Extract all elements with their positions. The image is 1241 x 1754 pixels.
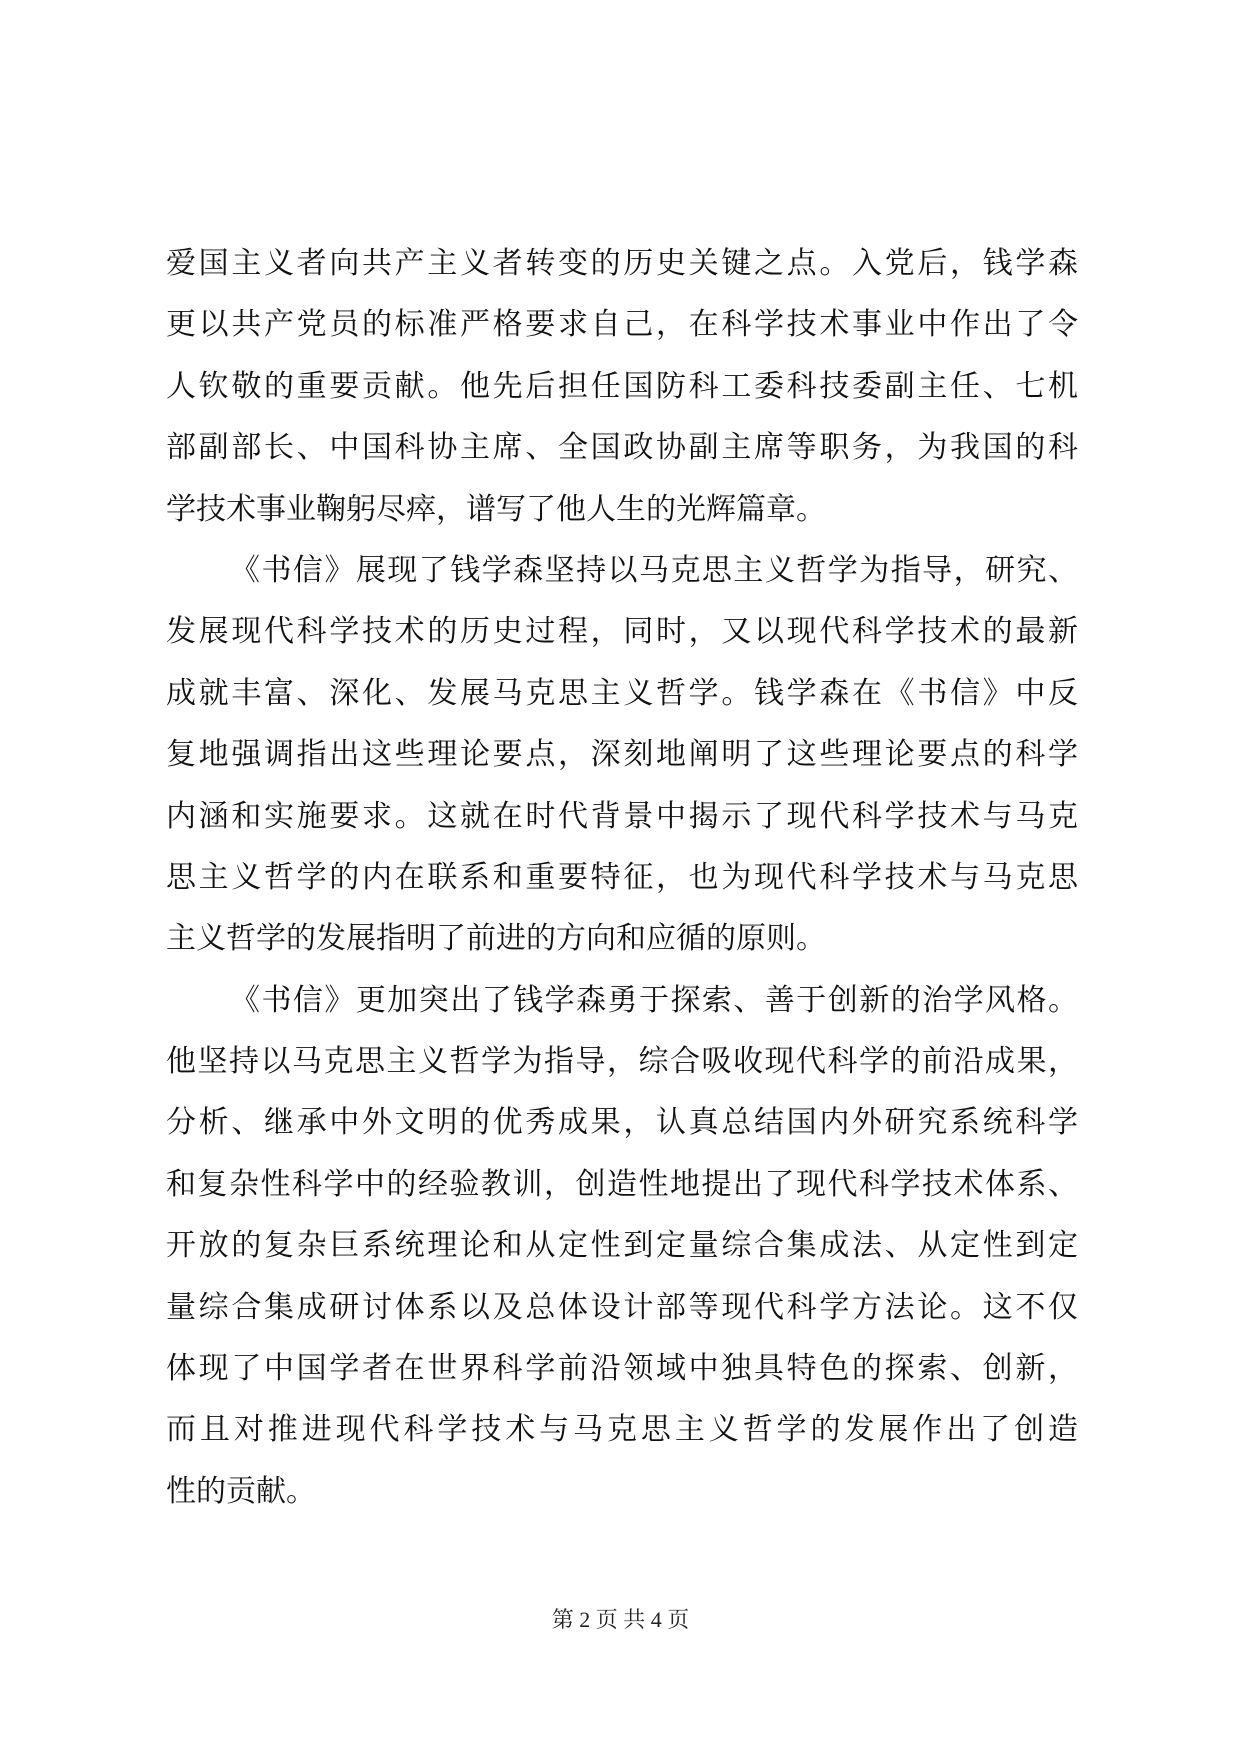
text-line: 性的贡献。: [166, 1473, 316, 1509]
text-line: 人钦敬的重要贡献。他先后担任国防科工委科技委副主任、七机: [166, 368, 1078, 404]
text-line: 开放的复杂巨系统理论和从定性到定量综合集成法、从定性到定: [166, 1228, 1078, 1264]
text-line: 和复杂性科学中的经验教训，创造性地提出了现代科学技术体系、: [166, 1166, 1078, 1202]
text-line: 内涵和实施要求。这就在时代背景中揭示了现代科学技术与马克: [166, 798, 1078, 834]
document-body: [166, 233, 1078, 1522]
text-line: 体现了中国学者在世界科学前沿领域中独具特色的探索、创新，: [166, 1351, 1078, 1387]
text-line: 更以共产党员的标准严格要求自己，在科学技术事业中作出了令: [166, 307, 1078, 343]
text-line: 爱国主义者向共产主义者转变的历史关键之点。入党后，钱学森: [166, 246, 1078, 281]
text-line: 成就丰富、深化、发展马克思主义哲学。钱学森在《书信》中反: [166, 675, 1078, 711]
text-line: 他坚持以马克思主义哲学为指导，综合吸收现代科学的前沿成果，: [166, 1044, 1078, 1080]
page-number-footer: 第 2 页 共 4 页: [551, 1607, 690, 1632]
text-line: 分析、继承中外文明的优秀成果，认真总结国内外研究系统科学: [166, 1105, 1078, 1141]
text-line: 主义哲学的发展指明了前进的方向和应循的原则。: [166, 921, 826, 957]
paragraph-first-line: 《书信》展现了钱学森坚持以马克思主义哲学为指导，研究、: [230, 552, 1078, 588]
text-line: 复地强调指出这些理论要点，深刻地阐明了这些理论要点的科学: [166, 737, 1078, 773]
text-line: 学技术事业鞠躬尽瘁，谱写了他人生的光辉篇章。: [166, 491, 826, 527]
text-line: 思主义哲学的内在联系和重要特征，也为现代科学技术与马克思: [166, 859, 1078, 895]
text-line: 而且对推进现代科学技术与马克思主义哲学的发展作出了创造: [166, 1412, 1078, 1448]
text-line: 发展现代科学技术的历史过程，同时，又以现代科学技术的最新: [166, 614, 1078, 650]
paragraph-first-line: 《书信》更加突出了钱学森勇于探索、善于创新的治学风格。: [230, 982, 1078, 1018]
text-line: 部副部长、中国科协主席、全国政协副主席等职务，为我国的科: [166, 430, 1078, 466]
text-line: 量综合集成研讨体系以及总体设计部等现代科学方法论。这不仅: [166, 1289, 1078, 1325]
